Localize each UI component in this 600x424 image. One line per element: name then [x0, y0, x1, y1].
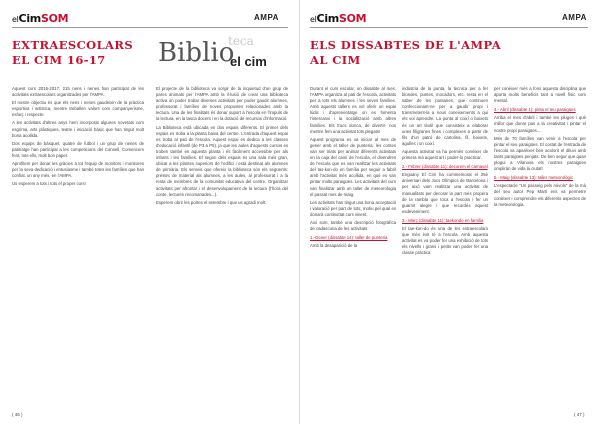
- section-tag: AMPA: [254, 13, 279, 22]
- paragraph: El nostre objectiu és que els nens i nenes gaudeixin de la pràctica esportiva i artística, mentre treballen valors com companyerisme, esforç i respecte.: [12, 100, 144, 118]
- paragraph: Us esperem a tots i tots el proper curs!: [12, 181, 86, 187]
- paragraph: Així som, també una descripció fotogràfica de cadascuna de les activitats:: [310, 219, 396, 232]
- paragraph: Enguany El Cim ha commemorat el 25è aniversari dels Jocs Olímpics de Barcelona i per això vam realitzar una activitat de manualitats per decorar la part més propera de la rambla que toca a l'escola i fer un guarnit alegre i que recordés aquest esdeveniment.: [402, 172, 488, 214]
- paragraph: Aquest programa es va iniciar al mes de gener amb el taller de punteria: les contes van ser triats per animar diferents activitats en la caja del camí de l'escola, el divendres de l'escola que es van realitzar les activitats del tas-kon-do en família per seguir a fabril amb l'activitat més acollida, en què es van pintar molts paraigües. Les activitats del curs van finalitzar amb un taller de meteorologia el passat mes de maig.: [310, 136, 396, 197]
- paragraph: El projecte de la biblioteca va sorgir de la inquietud d'un grup de pares animats per l'AMPA amb la il·lusió de crear una biblioteca activa on poder trobar diverses activitats per poder gaudir alumnes, professorat i famílies de noves propostes relacionades amb la lectura. Una de les finalitats és donar suport a l'escola en l'impuls de la lectura, en la tasca docent i en la dotació de recursos d'informació.: [156, 86, 288, 122]
- page-title: EXTRAESCOLARS EL CIM 16-17: [12, 38, 134, 67]
- paragraph: A les activitats d'altres anys hem incorporat algunes novetats com esgrima, arts plàstiques, teatre i iniciació bàsic que han tingut molt bona acollida.: [12, 120, 144, 138]
- paragraph: Aquesta activitat va ha permès conèixer de primera mà aquest art i poder-lo practicar.: [402, 148, 488, 161]
- activity-heading: 5.- Maig (dissabte 13): taller meteorològic: [494, 175, 574, 181]
- dissabtes-col-3: [494, 86, 586, 210]
- paragraph: Aprofitem per donar les gràcies a tot l'equip de monitors i monitores per la seva dedicació i entusiasme i també totes les famílies que han confiat, un any més, en l'AMPA.: [12, 161, 144, 179]
- magazine-logo: elCimSOM: [310, 12, 367, 25]
- paragraph: Durant el curs escolar, un dissabte al mes, l'AMPA organitza al pati de l'escola, activitats per a tots els alumnes i les seves famílies. Amb aquests tallers es vol oferir un espai lúdic i d'aprenentatge on es fomenta l'intercanvi i la socialització amb altres famílies. Els trucs donca, de divertir- nos mentre fem una activitat tots plegats!: [310, 86, 396, 134]
- right-page: [300, 0, 600, 424]
- header-rule: [310, 27, 588, 28]
- paragraph: Arriba el mes d'abril i també les pluges i què millor que donar pas a la creativitat i pintar el nostre propi paraigües....: [494, 115, 586, 133]
- paragraph: La Biblioteca està ubicada en dos espais diferents. El primer dels espais es troba a la planta baixa del centre. L'entrada d'aquest espai es troba al pati de l'escola. Aquest espai es dedica a les classes d'educació infantil (de P3 a P5), ja que les aules d'aquests cursos es troben també en aquesta planta i és fàcilment accessible per als infants i les famílies. El segon dels espais és una sala més gran, ubicat a les plantes superiors de l'edifici i està destinat als alumnes de primària. Els serveis que ofereix la biblioteca són els següents: préstec de material als alumnes, a les aules, al professorat i a la resta de membres de la comunitat educativa del centre. Organitzar activitats per afrontar i el desenvolupament de la lectura (l'hora del conte, lectures recomanades...).: [156, 124, 288, 197]
- paragraph: El tae-kon-do és una de les extraescolars que més èxit té a l'escola. Amb aquesta activitat es va poder fer una exhibició de tots els nivells i grans i petits van poder fer una classe pràctica: [402, 225, 488, 256]
- paragraph: L'espectacle "Un passeig pels núvols" de la mà del seu autor Pep Martí ens va permetre conèixer i comprendre els diferents aspectes de la meteorologia.: [494, 183, 586, 207]
- biblioteca-text: [156, 86, 288, 208]
- activity-heading: 3.- Març (dissabte 11): taekondo en família: [402, 217, 484, 223]
- paragraph: indústria de la punta, la tècnica per a fer blondes, puntes, mocadors, etc. resta en el saber de les puntaires, que continuen confeccionant-ne per a gaudir propi i transmetent-la a nous coneixements a qui els vol aprendre. La punta al coixí o boixets és un art tèxtil que consisteix a elaborar unes filigranes fines i complexes a partir de fils d'un patró de cartolina, fil, boixets, agulles i un coixí.: [402, 86, 488, 146]
- activity-heading: 1.-Gener (dissabte 14): taller de punteria: [310, 235, 388, 241]
- dissabtes-col-1: [310, 86, 396, 251]
- magazine-logo: elCimSOM: [12, 12, 69, 25]
- extraescolars-text: [12, 86, 144, 189]
- header-rule: [12, 27, 288, 28]
- paragraph: Aquest curs 2016-2017, 215 nens i nenes han participat de les activitats extraescolars organitzades per l'AMPA.: [12, 86, 144, 98]
- page-number: ( 47 ): [574, 412, 585, 417]
- page-number: ( 46 ): [12, 412, 23, 417]
- paragraph: Esperem obrir les portes el setembre i que us agradi molt.: [156, 199, 267, 205]
- page-title: ELS DISSABTES DE L'AMPA AL CIM: [310, 38, 502, 67]
- section-tag: AMPA: [562, 13, 587, 22]
- paragraph: Les activitats han tingut una bona acceptació i valoració per part de tots, motiu pel qual es donarà continuïtat curs vinent.: [310, 199, 396, 217]
- biblioteca-logo: Biblio teca el cim: [158, 34, 267, 69]
- paragraph: Dos equips de bàsquet, quatre de futbol i un grup de nenes de patinatge han participat a les competicions del Consell. Comencem fent, tots ells, molt bon paper.: [12, 140, 144, 158]
- paragraph: per conèixer més a fons aquesta disciplina que aporta molts beneficis tant a nivell físic com mental.: [494, 86, 586, 104]
- activity-heading: 4.- Abril (dissabte 1): pinta el teu paraigües: [494, 107, 576, 113]
- paragraph: Amb la desaparició de la: [310, 243, 358, 249]
- paragraph: Més de 70 famílies van venir a l'escola per pintar el seu paraigües. El costat de l'entrada de l'escola va aparèixer ben acolorit el diluvi amb tants paraigües penjats. De ben segur que quan plogui a Vilanova els nostres paraigües omplirán de vida la ciutat!: [494, 135, 586, 172]
- dissabtes-col-2: [402, 86, 488, 258]
- activity-heading: 2.- Febrer (dissabte 11): decorem el carnaval: [402, 164, 488, 170]
